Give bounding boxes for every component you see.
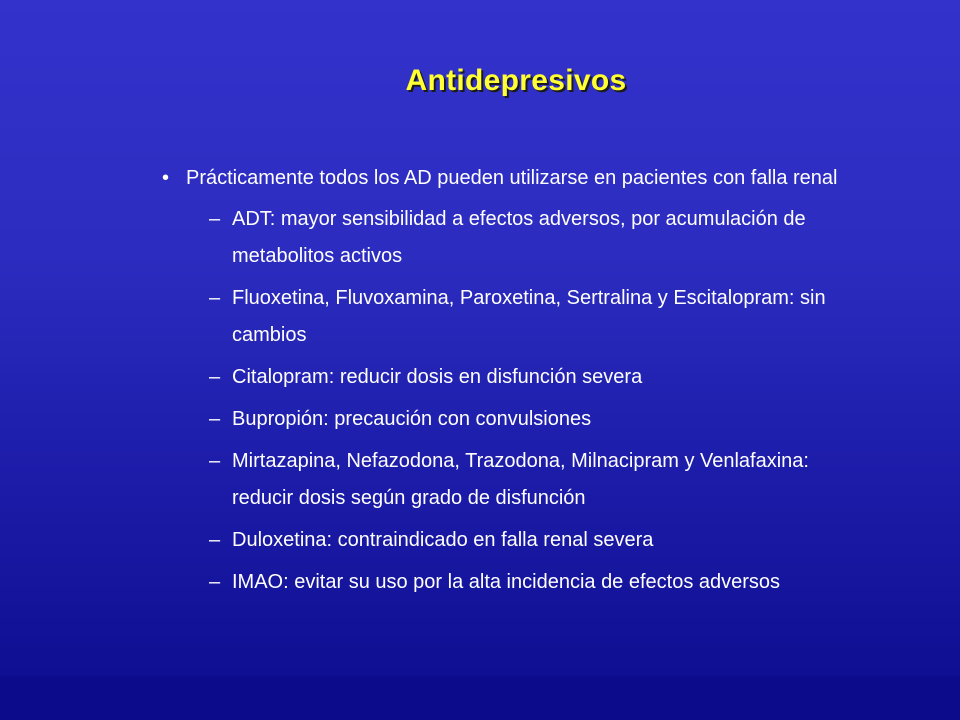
- sub-item-adt: [209, 201, 840, 275]
- sub-marker: –: [209, 208, 221, 230]
- sub-item-text: Bupropión: precaución con convulsiones: [232, 408, 592, 430]
- sub-marker: –: [209, 287, 221, 309]
- sub-item-citalopram: [209, 359, 840, 396]
- sub-item-isrs: [209, 280, 840, 354]
- sub-item-mirtazapina: [209, 443, 840, 517]
- sub-marker: –: [209, 408, 221, 430]
- sub-marker: –: [209, 366, 221, 388]
- sub-item-text: ADT: mayor sensibilidad a efectos adversos, por acumulación de metabolitos activos: [232, 208, 806, 267]
- sub-item-text: Fluoxetina, Fluvoxamina, Paroxetina, Sertralina y Escitalopram: sin cambios: [232, 287, 826, 346]
- sub-item-bupropion: [209, 401, 840, 438]
- bottom-band: [0, 676, 960, 720]
- sub-item-imao: [209, 564, 840, 601]
- sub-item-text: Mirtazapina, Nefazodona, Trazodona, Milnacipram y Venlafaxina: reducir dosis según grado de disfunción: [232, 450, 809, 509]
- bullet-item: [160, 160, 840, 197]
- sub-item-text: IMAO: evitar su uso por la alta incidencia de efectos adversos: [232, 571, 781, 593]
- bullet-marker: •: [162, 167, 170, 189]
- sub-item-text: Citalopram: reducir dosis en disfunción severa: [232, 366, 643, 388]
- slide-content: [160, 160, 840, 606]
- sub-item-duloxetina: [209, 522, 840, 559]
- sub-marker: –: [209, 529, 221, 551]
- bullet-text: Prácticamente todos los AD pueden utilizarse en pacientes con falla renal: [186, 167, 838, 189]
- sub-item-text: Duloxetina: contraindicado en falla renal severa: [232, 529, 654, 551]
- sub-marker: –: [209, 571, 221, 593]
- slide-title: Antidepresivos: [405, 64, 627, 97]
- sub-marker: –: [209, 450, 221, 472]
